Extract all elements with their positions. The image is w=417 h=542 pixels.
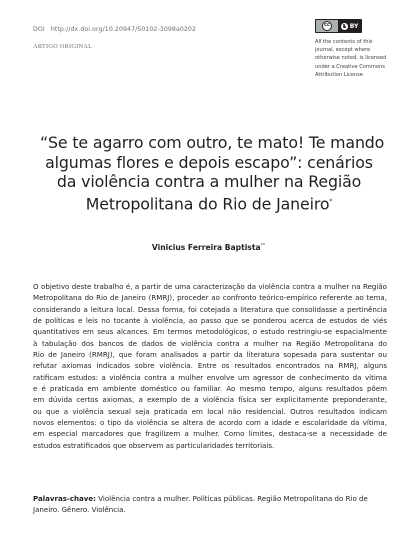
abstract-line: estudos estratificados que observem as particularidades territoriais.: [33, 440, 275, 450]
author-text: Vinicius Ferreira Baptista: [151, 243, 261, 252]
license-box: [315, 19, 405, 79]
title-line: algumas flores e depois escapo”: cenários: [45, 152, 373, 172]
abstract-line: novos elementos: o tipo da violência se altera de acordo com a idade e escolaridade da vítima,: [33, 418, 387, 428]
cc-by-badge[interactable]: [315, 19, 362, 33]
abstract-line: refutar axiomas indicados sobre violência. Entre os resultados encontrados na RMRJ, alguns: [33, 361, 387, 371]
section-label: ARTIGO ORIGINAL: [33, 43, 93, 50]
license-line: All the contents of this: [315, 39, 373, 45]
cc-icon: cc: [322, 21, 332, 31]
title-line: da violência contra a mulher na Região: [56, 172, 362, 192]
author-footnote-mark[interactable]: **: [260, 243, 266, 249]
keywords-label: Palavras-chave:: [33, 494, 96, 503]
license-text: [315, 38, 399, 79]
article-title: [40, 133, 385, 214]
cc-logo-section: [316, 20, 338, 32]
by-section: [338, 20, 361, 32]
license-line: journal, except where: [315, 47, 371, 54]
doi-label: DOI: [33, 26, 45, 33]
license-line: Attribution License: [315, 71, 363, 78]
abstract-line: Rio de Janeiro (RMRJ), que foram analisados a partir da literatura sopesada para sustentar ou: [33, 350, 387, 360]
abstract-line: Metropolitana do Rio de Janeiro (RMRJ), proceder ao confronto teórico-empírico referente ao tema,: [33, 293, 387, 303]
title-line-last: [40, 192, 378, 214]
title-footnote-mark[interactable]: *: [329, 197, 333, 205]
doi-link[interactable]: http://dx.doi.org/10.20947/S0102-3098a0202: [50, 26, 196, 33]
abstract: [33, 281, 387, 451]
abstract-line: de políticas e leis no tocante à violência, ao passo que se ponderou acerca de estudos de viés: [33, 316, 387, 326]
keywords-text: Violência contra a mulher. Políticas públicas. Região Metropolitana do Rio de: [98, 494, 368, 503]
title-line: Metropolitana do Rio de Janeiro: [85, 194, 330, 214]
keywords: [33, 493, 387, 516]
keywords-line: Janeiro. Gênero. Violência.: [33, 505, 126, 515]
author-name: [0, 243, 417, 252]
abstract-line: à tabulação dos bancos de dados de violência contra a mulher na Região Metropolitana do: [33, 338, 387, 348]
doi-line: [33, 26, 196, 33]
keywords-line: [33, 493, 387, 504]
license-line: otherwise noted, is licensed: [315, 55, 387, 62]
abstract-line: considerando a leitura local. Dessa forma, foi cotejada a literatura que consolidasse a pertinência: [33, 304, 387, 314]
attribution-person-icon: [341, 23, 348, 30]
abstract-line: ou que a violência sexual seja praticada em local não residencial. Outros resultados indicam: [33, 406, 387, 416]
abstract-line: ratificam estudos: a violência contra a mulher envolve um agressor de conhecimento da vítima: [33, 372, 387, 382]
abstract-line: em especial marcadores que fragilizem a mulher. Como limites, destaca-se a necessidade de: [33, 429, 387, 439]
abstract-line: em dúvida certos axiomas, a exemplo de a violência física ser explicitamente preponderante,: [33, 395, 387, 405]
license-line: under a Creative Commons: [315, 63, 385, 70]
abstract-line: quantitativos em seus alcances. Em termos metodológicos, o estudo restringiu-se espacialmente: [33, 327, 387, 337]
abstract-line: e é praticada em ambiente doméstico ou familiar. Ao mesmo tempo, alguns resultados põem: [33, 384, 387, 394]
abstract-line: O objetivo deste trabalho é, a partir de uma caracterização da violência contra a mulher na Região: [33, 282, 387, 291]
by-label: BY: [349, 22, 359, 30]
title-line: “Se te agarro com outro, te mato! Te mando: [40, 133, 385, 152]
